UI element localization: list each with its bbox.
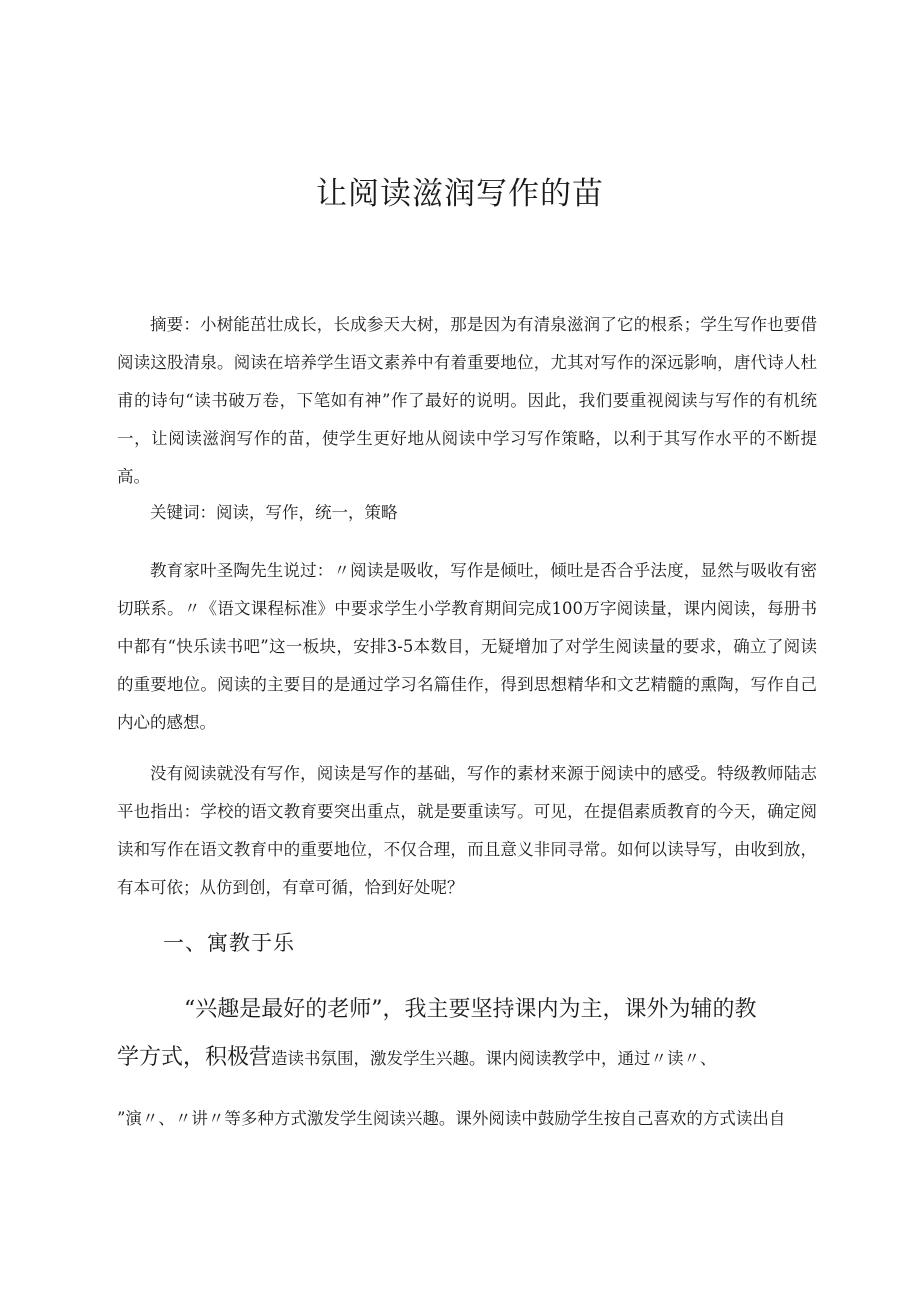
keywords-line: 关键词：阅读，写作，统一，策略 bbox=[150, 503, 398, 522]
section-paragraph-line-1: “兴趣是最好的老师”，我主要坚持课内为主，课外为辅的教 bbox=[184, 997, 757, 1022]
section-line-2-large-text: 学方式，积极营 bbox=[117, 1045, 272, 1070]
section-heading: 一、寓教于乐 bbox=[163, 931, 295, 955]
abstract-paragraph: 摘要：小树能茁壮成长，长成参天大树，那是因为有清泉滋润了它的根系；学生写作也要借阅读这股清泉。阅读在培养学生语文素养中有着重要地位，尤其对写作的深远影响，唐代诗人杜甫的诗句“读书破万卷，下笔如有神”作了最好的说明。因此，我们要重视阅读与写作的有机统一，让阅读滋润写作的苗，使学生更好地从阅读中学习写作策略，以利于其写作水平的不断提高。 bbox=[117, 315, 817, 486]
body-paragraph-2: 没有阅读就没有写作，阅读是写作的基础，写作的素材来源于阅读中的感受。特级教师陆志平也指出：学校的语文教育要突出重点，就是要重读写。可见，在提倡素质教育的今天，确定阅读和写作在语文教育中的重要地位，不仅合理，而且意义非同寻常。如何以读导写，由收到放，有本可依；从仿到创，有章可循，恰到好处呢？ bbox=[117, 764, 817, 897]
section-line-2-small-text: 造读书氛围，激发学生兴趣。课内阅读教学中，通过〃读〃、 bbox=[271, 1049, 717, 1068]
section-paragraph-line-2 bbox=[117, 1038, 717, 1079]
body-paragraph-1: 教育家叶圣陶先生说过：〃阅读是吸收，写作是倾吐，倾吐是否合乎法度，显然与吸收有密切联系。〃《语文课程标准》中要求学生小学教育期间完成100万字阅读量，课内阅读，每册书中都有“快乐读书吧”这一板块，安排3-5本数目，无疑增加了对学生阅读量的要求，确立了阅读的重要地位。阅读的主要目的是通过学习名篇佳作，得到思想精华和文艺精髓的熏陶，写作自己内心的感想。 bbox=[117, 561, 817, 732]
document-title: 让阅读滋润写作的苗 bbox=[316, 176, 604, 212]
section-paragraph-line-3: ”演〃、〃讲〃等多种方式激发学生阅读兴趣。课外阅读中鼓励学生按自己喜欢的方式读出自 bbox=[117, 1109, 786, 1128]
